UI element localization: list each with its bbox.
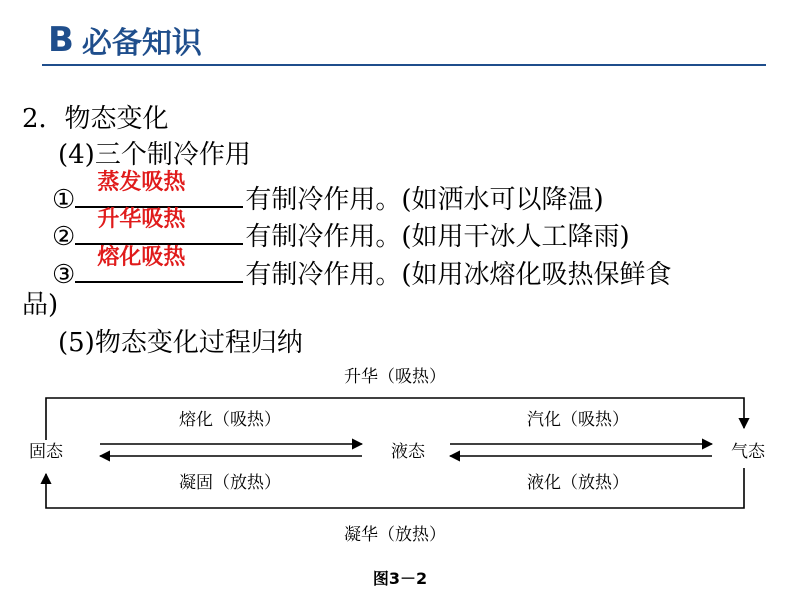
answer-text: 熔化吸热 [97,245,186,270]
section-title: 必备知识 [81,26,202,61]
label-solidification: 凝固（放热） [179,473,281,493]
item-3-wrap: 品) [22,290,59,320]
answer-text: 蒸发吸热 [97,170,186,195]
label-sublimation: 升华（吸热） [344,367,446,387]
figure-caption: 图3－2 [372,569,428,588]
sublimation-arrow [46,398,744,440]
item-marker: ③ [52,260,76,290]
label-deposition: 凝华（放热） [344,525,446,545]
item-marker: ② [52,222,76,252]
item-text: 有制冷作用。(如洒水可以降温) [245,185,604,215]
subheading: (4)三个制冷作用 [58,140,251,170]
subheading-2: (5)物态变化过程归纳 [58,328,303,358]
state-gas: 气态 [731,442,765,462]
state-solid: 固态 [29,442,63,462]
item-text: 有制冷作用。(如用干冰人工降雨) [245,222,630,252]
section-badge: B [48,20,74,60]
label-vaporization: 汽化（吸热） [527,410,629,430]
deposition-arrow [46,468,744,508]
heading: 2．物态变化 [22,104,169,134]
state-liquid: 液态 [391,442,425,462]
label-liquefaction: 液化（放热） [527,473,629,493]
label-melting: 熔化（吸热） [179,410,281,430]
answer-text: 升华吸热 [97,207,186,232]
item-text: 有制冷作用。(如用冰熔化吸热保鲜食 [245,260,672,290]
item-marker: ① [52,185,76,215]
